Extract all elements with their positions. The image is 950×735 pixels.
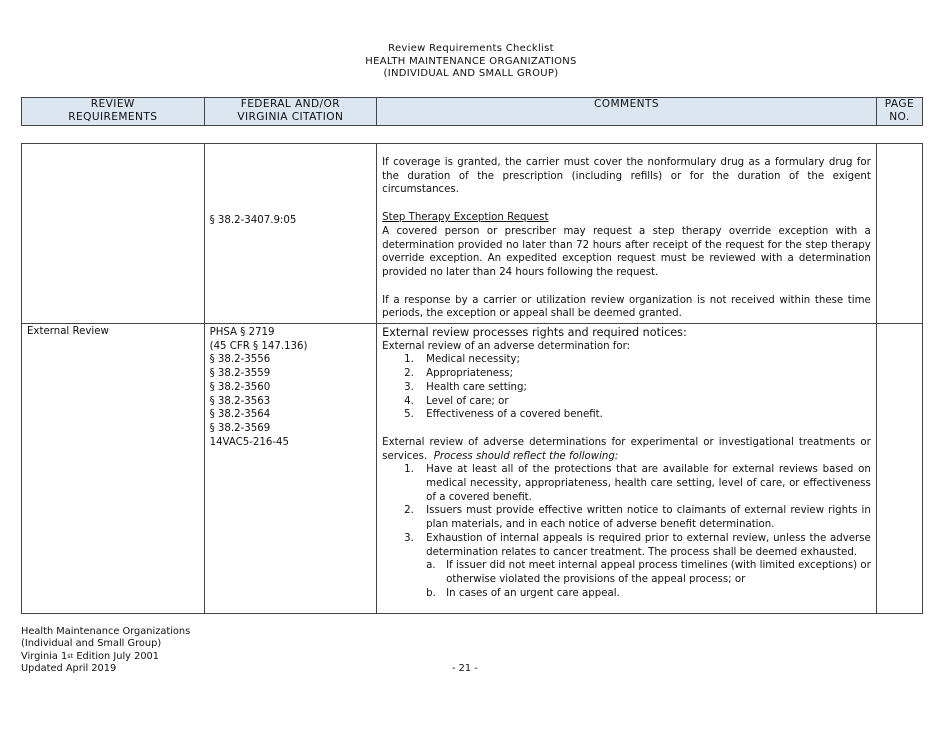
step-therapy-paragraph: A covered person or prescriber may request a step therapy override exception with a determination provided no later than 72 hours after receipt of the request for the step therapy override exception. An expedited exception request must be reviewed with a determination provided no later than 24 hours following the request. — [382, 225, 871, 278]
response-paragraph: If a response by a carrier or utilization review organization is not received within these time periods, the exception or appeal shall be deemed granted. — [382, 294, 871, 320]
header-comments: COMMENTS — [377, 98, 877, 126]
list-item: 5. Effectiveness of a covered benefit. — [404, 409, 603, 421]
title-line-1: Review Requirements Checklist — [388, 43, 554, 54]
requirement-cell — [22, 144, 205, 324]
list-item: 3. Health care setting; — [404, 381, 527, 393]
list-item: 4. Level of care; or — [404, 395, 509, 407]
step-therapy-heading: Step Therapy Exception Request — [382, 212, 549, 224]
external-review-intro: External review of an adverse determination for: — [382, 340, 631, 352]
exhaustion-sublist — [382, 559, 871, 600]
table-row — [22, 144, 923, 324]
process-list — [382, 463, 871, 559]
title-line-2: HEALTH MAINTENANCE ORGANIZATIONS — [365, 55, 577, 67]
list-item: 3. Exhaustion of internal appeals is required prior to external review, unless the adverse determination relates to cancer treatment. The process shall be deemed exhausted. — [404, 532, 871, 558]
external-review-heading: External review processes rights and required notices: — [382, 326, 687, 340]
citation-line: § 38.2-3559 — [209, 368, 271, 380]
comments-cell — [377, 144, 877, 324]
comments-cell — [377, 324, 877, 614]
citation-line: 14VAC5-216-45 — [209, 436, 290, 448]
header-table — [21, 97, 923, 126]
citation-cell — [204, 324, 377, 614]
list-item: 1. Medical necessity; — [404, 354, 520, 366]
determination-list — [382, 353, 871, 422]
citation-cell — [204, 144, 377, 324]
footer-line-2: (Individual and Small Group) — [21, 638, 162, 650]
header-review-requirements: REVIEW REQUIREMENTS — [22, 98, 205, 126]
requirement-cell: External Review — [22, 324, 205, 614]
footer — [21, 626, 190, 675]
list-item: a. If issuer did not meet internal appeal process timelines (with limited exceptions) or otherwise violated the provisions of the appeal process; or — [426, 560, 871, 585]
list-item: 1. Have at least all of the protections that are available for external reviews based on medical necessity, appropriateness, health care setting, level of care, or effectiveness of a covered benefit. — [404, 464, 871, 503]
list-item: b. In cases of an urgent care appeal. — [426, 587, 620, 599]
citation-line: § 38.2-3560 — [209, 381, 271, 393]
citation-line: § 38.2-3556 — [209, 354, 271, 366]
list-item: 2. Appropriateness; — [404, 368, 514, 380]
footer-line-1: Health Maintenance Organizations — [21, 626, 191, 637]
footer-line-4: Updated April 2019 — [21, 662, 117, 674]
footer-line-3: Virginia 1st Edition July 2001 — [21, 650, 160, 662]
citation-line: PHSA § 2719 — [209, 327, 275, 339]
table-row — [22, 324, 923, 614]
header-page-no: PAGE NO. — [876, 98, 922, 126]
header-citation: FEDERAL AND/OR VIRGINIA CITATION — [204, 98, 377, 126]
citation-step-therapy: § 38.2-3407.9:05 — [209, 215, 297, 226]
citation-line: (45 CFR § 147.136) — [209, 340, 308, 352]
document-title — [0, 43, 942, 81]
citation-line: § 38.2-3569 — [209, 422, 271, 434]
checklist-table — [21, 143, 923, 614]
citation-line: § 38.2-3563 — [209, 395, 271, 407]
coverage-paragraph: If coverage is granted, the carrier must cover the nonformulary drug as a formulary drug for the duration of the prescription (including refills) or for the duration of the exigent circumstances. — [382, 157, 871, 196]
page-no-cell — [876, 324, 922, 614]
page-no-cell — [876, 144, 922, 324]
page-number: - 21 - — [452, 663, 478, 674]
list-item: 2. Issuers must provide effective written notice to claimants of external review rights in plan materials, and in each notice of adverse benefit determination. — [404, 505, 871, 531]
title-line-3: (INDIVIDUAL AND SMALL GROUP) — [383, 68, 559, 79]
experimental-paragraph: External review of adverse determinations for experimental or investigational treatments or services. Process should reflect the following: — [382, 436, 871, 462]
citation-line: § 38.2-3564 — [209, 409, 271, 421]
